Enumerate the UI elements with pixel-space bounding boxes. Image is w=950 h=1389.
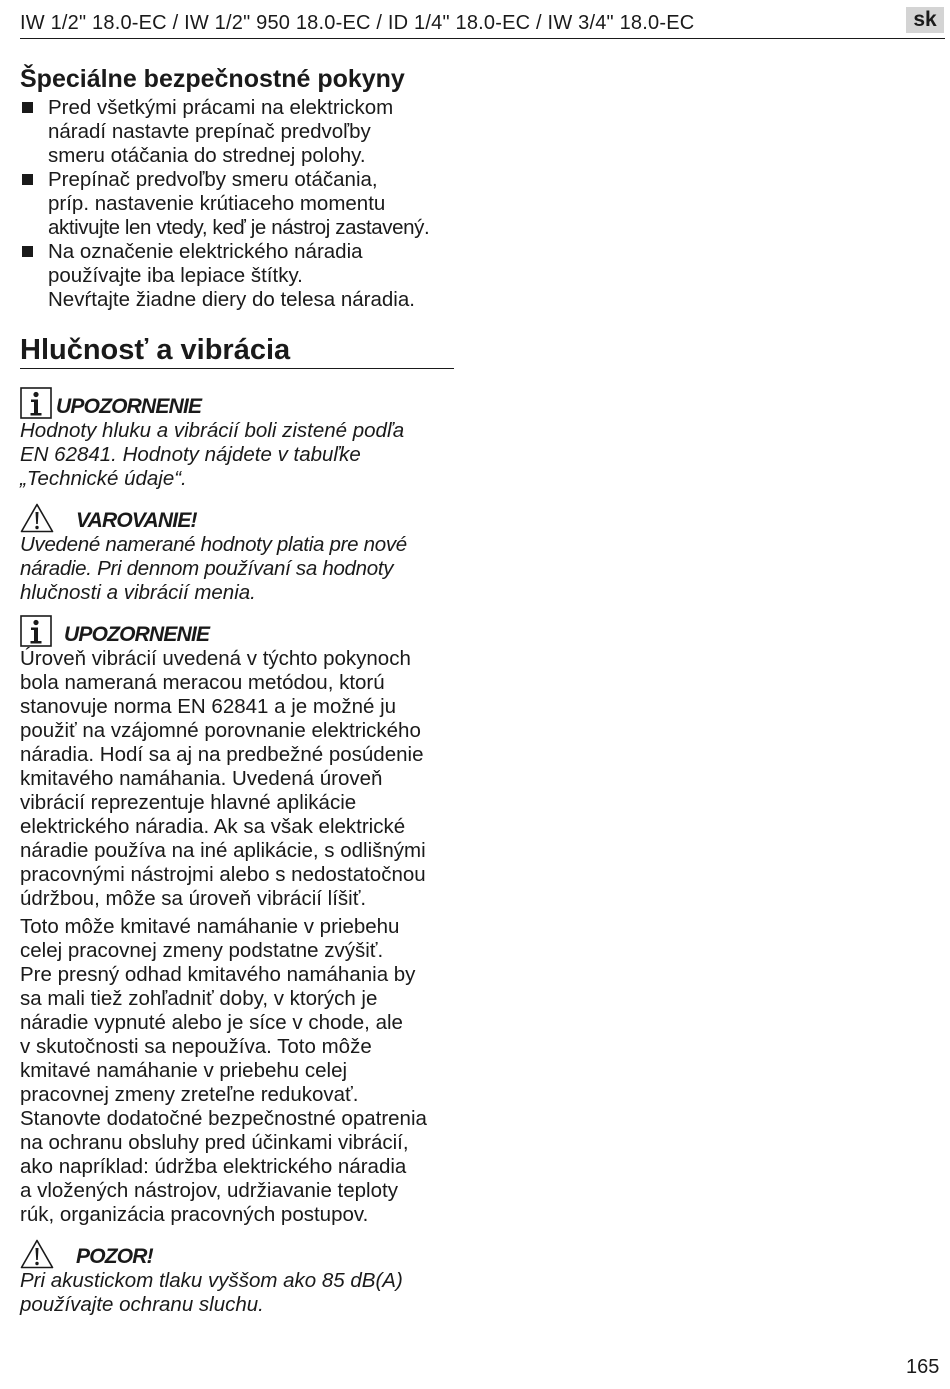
paragraph-line: Pre presný odhad kmitavého namáhania by [20, 963, 416, 986]
notice-text-line: pracovnými nástrojmi alebo s nedostatočnou [20, 863, 426, 886]
notice-text-line: „Technické údaje“. [20, 467, 187, 490]
notice-text-line: údržbou, môže sa úroveň vibrácií líšiť. [20, 887, 367, 910]
bullet-line: Nevŕtajte žiadne diery do telesa náradia. [48, 288, 415, 311]
notice-text-line: Hodnoty hluku a vibrácií boli zistené podľa [20, 419, 405, 442]
bullet-square-icon [22, 102, 33, 113]
paragraph-line: Toto môže kmitavé namáhanie v priebehu [20, 915, 400, 938]
bullet-line: Na označenie elektrického náradia [48, 240, 363, 263]
notice-text-line: EN 62841. Hodnoty nájdete v tabuľke [20, 443, 361, 466]
paragraph-line: celej pracovnej zmeny podstatne zvýšiť. [20, 939, 384, 962]
warning-text-line: hlučnosti a vibrácií menia. [20, 581, 256, 604]
notice-header [20, 613, 460, 647]
paragraph-line: v skutočnosti sa nepoužíva. Toto môže [20, 1035, 372, 1058]
paragraph-line: pracovnej zmeny zreteľne redukovať. [20, 1083, 359, 1106]
warning-text-line: náradie. Pri dennom používaní sa hodnoty [20, 557, 394, 580]
bullet-line: používajte iba lepiace štítky. [48, 264, 303, 287]
notice-text-line: použiť na vzájomné porovnanie elektrického [20, 719, 421, 742]
notice-block [20, 613, 460, 911]
notice-text-line: kmitavého namáhania. Uvedená úroveň [20, 767, 383, 790]
bullet-square-icon [22, 246, 33, 257]
paragraph-line: náradie vypnuté alebo je síce v chode, ale [20, 1011, 403, 1034]
warning-header [20, 499, 460, 533]
language-badge: sk [906, 7, 944, 33]
vibration-paragraph [20, 915, 460, 1227]
paragraph-line: sa mali tiež zohľadniť doby, v ktorých je [20, 987, 378, 1010]
paragraph-line: Stanovte dodatočné bezpečnostné opatrenia [20, 1107, 427, 1130]
warning-triangle-icon [20, 1239, 54, 1269]
paragraph-line: kmitavé namáhanie v priebehu celej [20, 1059, 348, 1082]
caution-text-line: používajte ochranu sluchu. [20, 1293, 264, 1316]
safety-section [20, 64, 460, 312]
notice-label: UPOZORNENIE [56, 395, 202, 418]
header-rule [20, 38, 945, 39]
notice-text-line: stanovuje norma EN 62841 a je možné ju [20, 695, 397, 718]
document-header-title: IW 1/2" 18.0-EC / IW 1/2" 950 18.0-EC / ID 1/4" 18.0-EC / IW 3/4" 18.0-EC [20, 12, 695, 34]
safety-bullet-list [20, 96, 460, 312]
notice-text-line: elektrického náradia. Ak sa však elektrické [20, 815, 406, 838]
bullet-line: príp. nastavenie krútiaceho momentu [48, 192, 386, 215]
notice-text-line: náradia. Hodí sa aj na predbežné posúdenie [20, 743, 424, 766]
page-number: 165 [906, 1356, 940, 1378]
info-icon [20, 387, 52, 419]
warning-triangle-icon [20, 503, 54, 533]
bullet-line: aktivujte len vtedy, keď je nástroj zastavený. [48, 216, 430, 239]
notice-label: UPOZORNENIE [64, 623, 210, 646]
list-item [20, 240, 460, 312]
bullet-square-icon [22, 174, 33, 185]
bullet-line: náradí nastavte prepínač predvoľby [48, 120, 371, 143]
caution-label: POZOR! [76, 1245, 153, 1268]
bullet-line: Pred všetkými prácami na elektrickom [48, 96, 394, 119]
warning-text-line: Uvedené namerané hodnoty platia pre nové [20, 533, 407, 556]
caution-header [20, 1235, 460, 1269]
noise-section [20, 333, 460, 1317]
bullet-line: smeru otáčania do strednej polohy. [48, 144, 366, 167]
list-item [20, 168, 460, 240]
paragraph-line: a vložených nástrojov, udržiavanie teploty [20, 1179, 398, 1202]
notice-text-line: Úroveň vibrácií uvedená v týchto pokynoch [20, 647, 411, 670]
noise-heading: Hlučnosť a vibrácia [20, 334, 291, 366]
warning-block [20, 499, 460, 605]
warning-label: VAROVANIE! [76, 509, 197, 532]
safety-heading: Špeciálne bezpečnostné pokyny [20, 65, 405, 93]
info-icon [20, 615, 52, 647]
paragraph-line: rúk, organizácia pracovných postupov. [20, 1203, 369, 1226]
section-rule [20, 368, 454, 369]
caution-text-line: Pri akustickom tlaku vyššom ako 85 dB(A) [20, 1269, 403, 1292]
notice-text-line: náradie používa na iné aplikácie, s odlišnými [20, 839, 426, 862]
notice-header [20, 385, 460, 419]
paragraph-line: ako napríklad: údržba elektrického náradia [20, 1155, 407, 1178]
bullet-line: Prepínač predvoľby smeru otáčania, [48, 168, 378, 191]
paragraph-line: na ochranu obsluhy pred účinkami vibrácií, [20, 1131, 409, 1154]
notice-block [20, 385, 460, 491]
notice-text-line: vibrácií reprezentuje hlavné aplikácie [20, 791, 357, 814]
list-item [20, 96, 460, 168]
caution-block [20, 1235, 460, 1317]
notice-text-line: bola nameraná meracou metódou, ktorú [20, 671, 385, 694]
